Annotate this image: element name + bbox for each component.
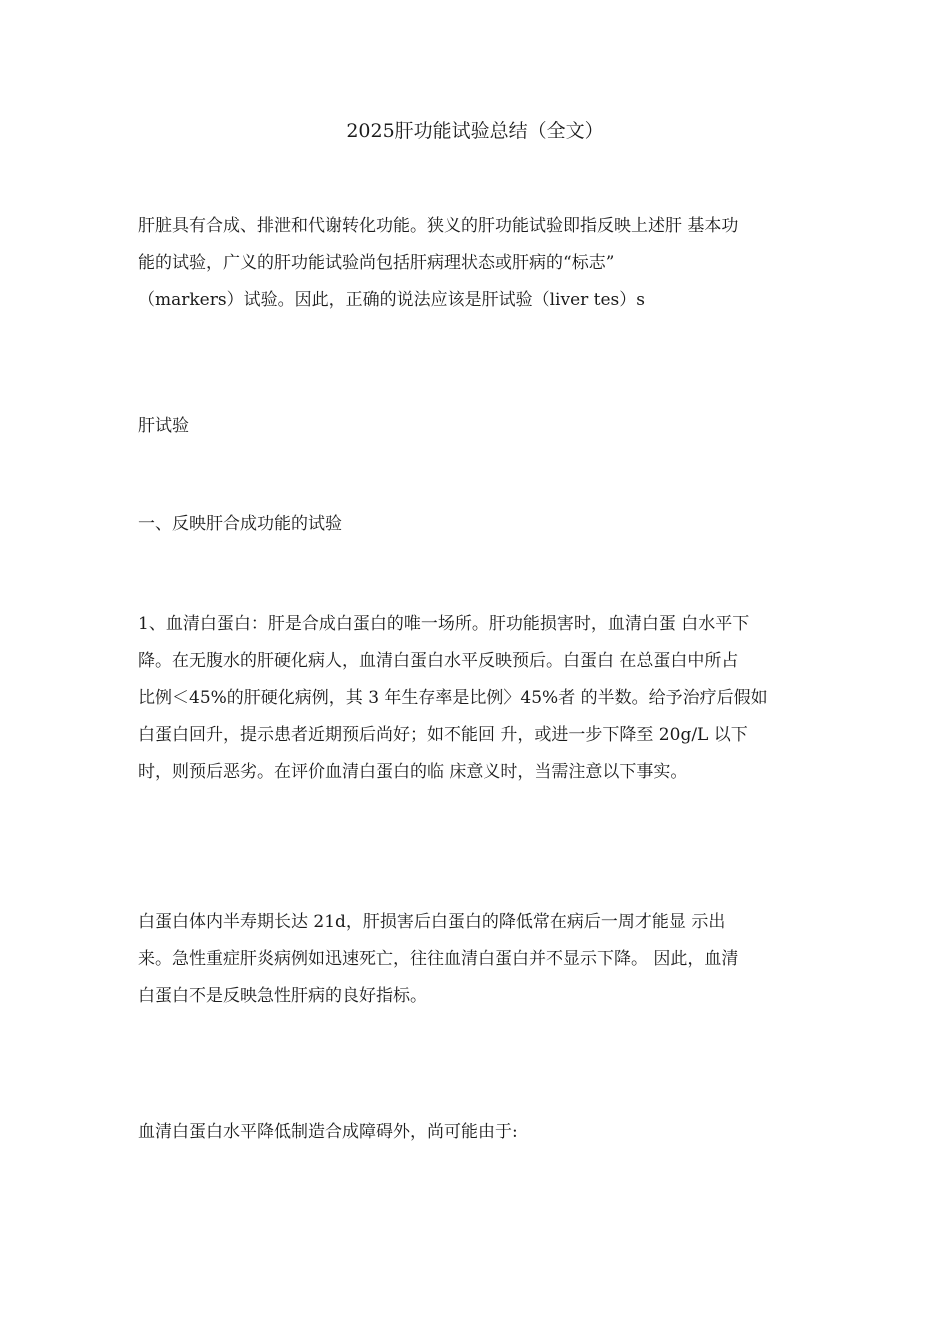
paragraph-line: 白蛋白体内半寿期长达 21d，肝损害后白蛋白的降低常在病后一周才能显 示出 [138,912,726,932]
paragraph-line: 比例＜45%的肝硬化病例，其 3 年生存率是比例〉45%者 的半数。给予治疗后假如 [138,688,768,708]
paragraph-albumin-causes [138,1114,828,1151]
paragraph-line: 降。在无腹水的肝硬化病人，血清白蛋白水平反映预后。白蛋白 在总蛋白中所占 [138,651,739,671]
paragraph-line: 时，则预后恶劣。在评价血清白蛋白的临 床意义时，当需注意以下事实。 [138,762,688,782]
paragraph-line: 来。急性重症肝炎病例如迅速死亡，往往血清白蛋白并不显示下降。 因此，血清 [138,949,739,969]
paragraph-line: 1、血清白蛋白：肝是合成白蛋白的唯一场所。肝功能损害时，血清白蛋 白水平下 [138,614,750,634]
paragraph-line: 白蛋白不是反映急性肝病的良好指标。 [138,986,427,1006]
section-heading-synthesis [138,506,828,543]
paragraph-line: 能的试验，广义的肝功能试验尚包括肝病理状态或肝病的“标志” [138,253,615,273]
paragraph-intro [138,208,828,319]
paragraph-line: 白蛋白回升，提示患者近期预后尚好；如不能回 升，或进一步下降至 20g/L 以下 [138,725,748,745]
paragraph-line: （markers）试验。因此，正确的说法应该是肝试验（liver tes）s [138,290,646,310]
section-heading-liver-tests [138,408,828,445]
document-title: 2025肝功能试验总结（全文） [346,120,604,142]
heading-line: 一、反映肝合成功能的试验 [138,514,342,534]
paragraph-serum-albumin [138,606,828,791]
paragraph-albumin-half-life [138,904,828,1015]
heading-line: 肝试验 [138,416,189,436]
paragraph-line: 肝脏具有合成、排泄和代谢转化功能。狭义的肝功能试验即指反映上述肝 基本功 [138,216,739,236]
paragraph-line: 血清白蛋白水平降低制造合成障碍外，尚可能由于: [138,1122,518,1142]
